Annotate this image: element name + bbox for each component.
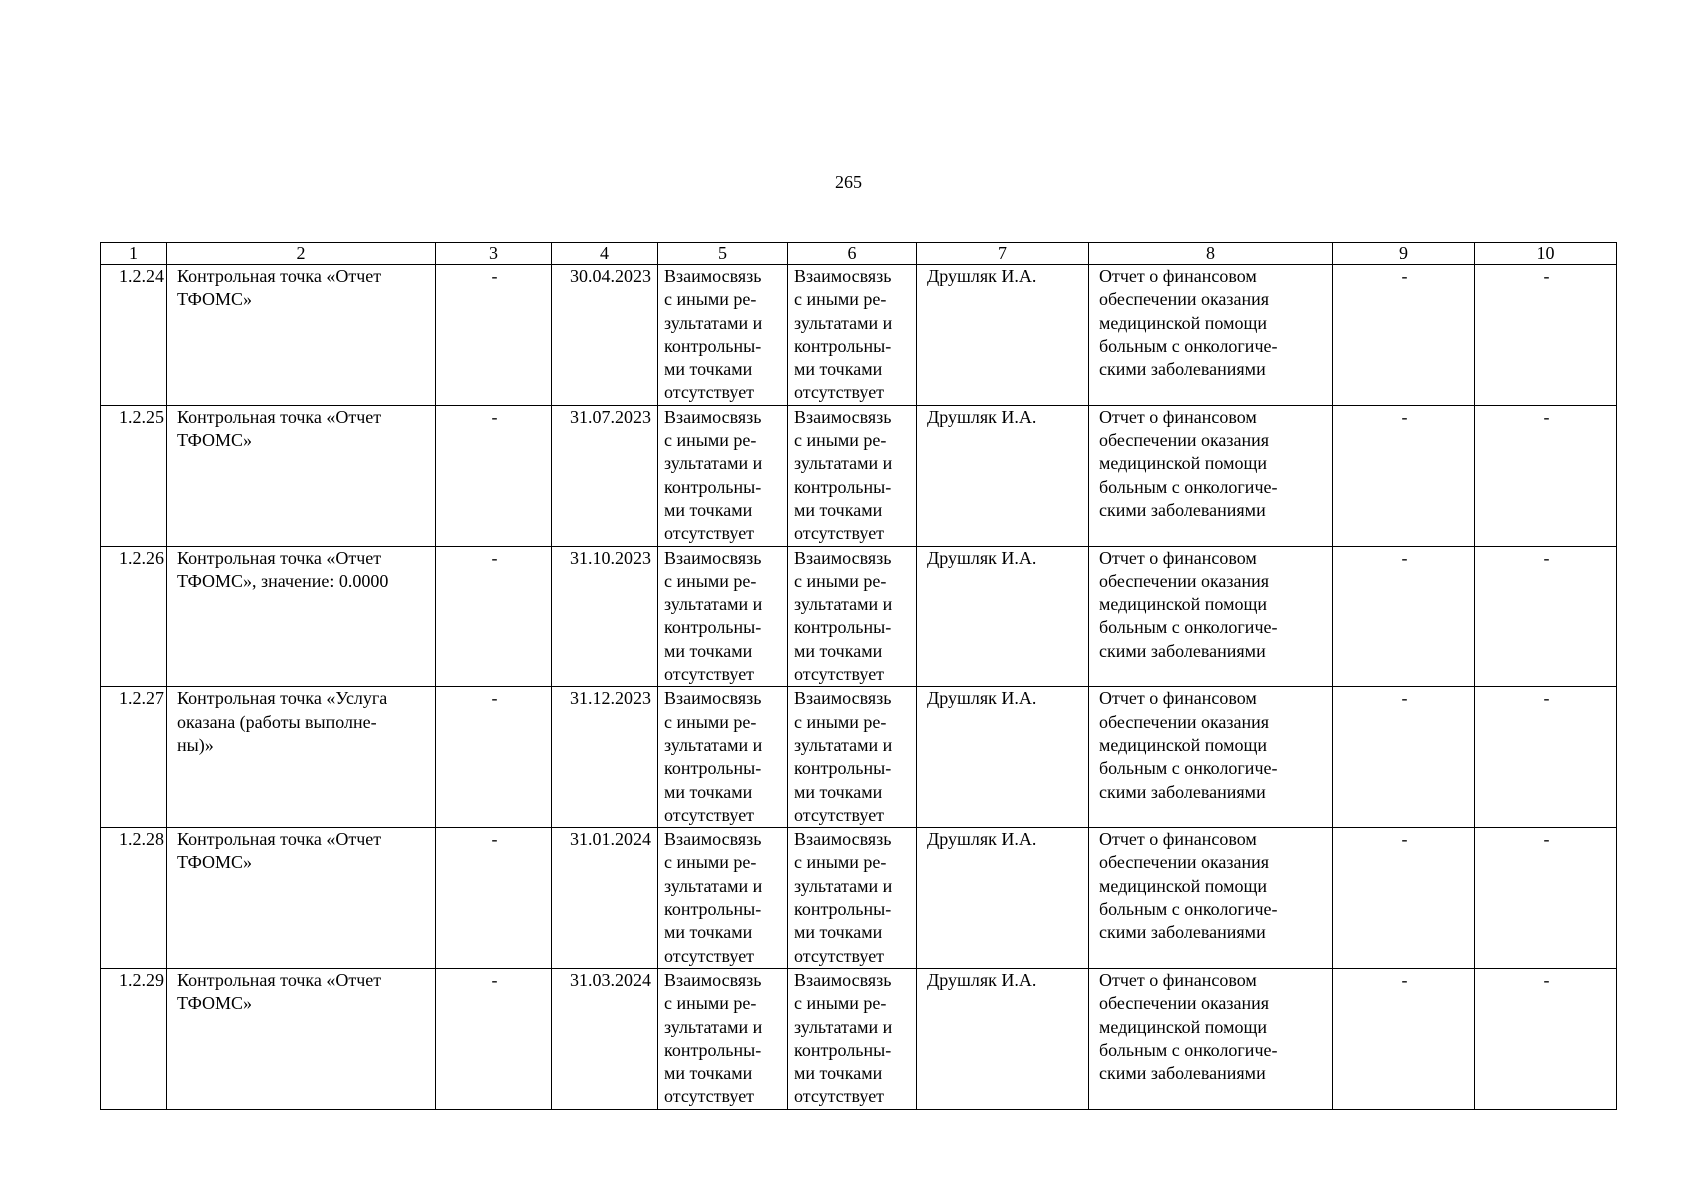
- header-row: [101, 243, 1617, 265]
- result-document: Отчет о финансовом обеспечении оказания медицинской помощи больным с онкологиче- скими заболеваниями: [1089, 828, 1333, 969]
- col10-value: -: [1475, 828, 1617, 969]
- column-header: 7: [917, 243, 1089, 265]
- col5-relation: Взаимосвязь с иными ре- зультатами и контрольны- ми точками отсутствует: [658, 687, 788, 828]
- checkpoint-name: Контрольная точка «Отчет ТФОМС»: [167, 405, 436, 546]
- result-document: Отчет о финансовом обеспечении оказания медицинской помощи больным с онкологиче- скими заболеваниями: [1089, 968, 1333, 1109]
- col10-value: -: [1475, 265, 1617, 406]
- col6-relation: Взаимосвязь с иными ре- зультатами и контрольны- ми точками отсутствует: [788, 265, 917, 406]
- col6-relation: Взаимосвязь с иными ре- зультатами и контрольны- ми точками отсутствует: [788, 968, 917, 1109]
- responsible-person: Друшляк И.А.: [917, 405, 1089, 546]
- col6-relation: Взаимосвязь с иными ре- зультатами и контрольны- ми точками отсутствует: [788, 546, 917, 687]
- column-header: 3: [436, 243, 552, 265]
- col9-value: -: [1333, 546, 1475, 687]
- col9-value: -: [1333, 405, 1475, 546]
- column-header: 2: [167, 243, 436, 265]
- checkpoint-name: Контрольная точка «Отчет ТФОМС»: [167, 968, 436, 1109]
- table-row: [101, 968, 1617, 1109]
- column-header: 8: [1089, 243, 1333, 265]
- col9-value: -: [1333, 968, 1475, 1109]
- column-header: 9: [1333, 243, 1475, 265]
- col5-relation: Взаимосвязь с иными ре- зультатами и контрольны- ми точками отсутствует: [658, 828, 788, 969]
- table-row: [101, 405, 1617, 546]
- table-row: [101, 687, 1617, 828]
- table-row: [101, 265, 1617, 406]
- column-header: 4: [552, 243, 658, 265]
- col6-relation: Взаимосвязь с иными ре- зультатами и контрольны- ми точками отсутствует: [788, 828, 917, 969]
- checkpoint-name: Контрольная точка «Отчет ТФОМС», значение: 0.0000: [167, 546, 436, 687]
- col10-value: -: [1475, 405, 1617, 546]
- responsible-person: Друшляк И.А.: [917, 687, 1089, 828]
- col10-value: -: [1475, 687, 1617, 828]
- column-header: 6: [788, 243, 917, 265]
- result-document: Отчет о финансовом обеспечении оказания медицинской помощи больным с онкологиче- скими заболеваниями: [1089, 405, 1333, 546]
- row-number: 1.2.29: [101, 968, 167, 1109]
- col10-value: -: [1475, 968, 1617, 1109]
- responsible-person: Друшляк И.А.: [917, 265, 1089, 406]
- col3-value: -: [436, 546, 552, 687]
- due-date: 31.07.2023: [552, 405, 658, 546]
- col9-value: -: [1333, 265, 1475, 406]
- col3-value: -: [436, 687, 552, 828]
- row-number: 1.2.25: [101, 405, 167, 546]
- col10-value: -: [1475, 546, 1617, 687]
- page-number: 265: [835, 172, 862, 192]
- row-number: 1.2.24: [101, 265, 167, 406]
- due-date: 31.12.2023: [552, 687, 658, 828]
- table-row: [101, 546, 1617, 687]
- due-date: 31.01.2024: [552, 828, 658, 969]
- col5-relation: Взаимосвязь с иными ре- зультатами и контрольны- ми точками отсутствует: [658, 405, 788, 546]
- checkpoint-name: Контрольная точка «Отчет ТФОМС»: [167, 265, 436, 406]
- result-document: Отчет о финансовом обеспечении оказания медицинской помощи больным с онкологиче- скими заболеваниями: [1089, 546, 1333, 687]
- col9-value: -: [1333, 687, 1475, 828]
- due-date: 31.10.2023: [552, 546, 658, 687]
- due-date: 31.03.2024: [552, 968, 658, 1109]
- row-number: 1.2.27: [101, 687, 167, 828]
- table-row: [101, 828, 1617, 969]
- col3-value: -: [436, 265, 552, 406]
- plan-table: [100, 242, 1617, 1110]
- col9-value: -: [1333, 828, 1475, 969]
- col3-value: -: [436, 828, 552, 969]
- checkpoint-name: Контрольная точка «Услуга оказана (работы выполне- ны)»: [167, 687, 436, 828]
- column-header: 5: [658, 243, 788, 265]
- checkpoint-name: Контрольная точка «Отчет ТФОМС»: [167, 828, 436, 969]
- responsible-person: Друшляк И.А.: [917, 546, 1089, 687]
- col3-value: -: [436, 405, 552, 546]
- col5-relation: Взаимосвязь с иными ре- зультатами и контрольны- ми точками отсутствует: [658, 265, 788, 406]
- col6-relation: Взаимосвязь с иными ре- зультатами и контрольны- ми точками отсутствует: [788, 687, 917, 828]
- row-number: 1.2.26: [101, 546, 167, 687]
- row-number: 1.2.28: [101, 828, 167, 969]
- result-document: Отчет о финансовом обеспечении оказания медицинской помощи больным с онкологиче- скими заболеваниями: [1089, 265, 1333, 406]
- responsible-person: Друшляк И.А.: [917, 968, 1089, 1109]
- col5-relation: Взаимосвязь с иными ре- зультатами и контрольны- ми точками отсутствует: [658, 968, 788, 1109]
- due-date: 30.04.2023: [552, 265, 658, 406]
- column-header: 1: [101, 243, 167, 265]
- col3-value: -: [436, 968, 552, 1109]
- col6-relation: Взаимосвязь с иными ре- зультатами и контрольны- ми точками отсутствует: [788, 405, 917, 546]
- result-document: Отчет о финансовом обеспечении оказания медицинской помощи больным с онкологиче- скими заболеваниями: [1089, 687, 1333, 828]
- responsible-person: Друшляк И.А.: [917, 828, 1089, 969]
- column-header: 10: [1475, 243, 1617, 265]
- col5-relation: Взаимосвязь с иными ре- зультатами и контрольны- ми точками отсутствует: [658, 546, 788, 687]
